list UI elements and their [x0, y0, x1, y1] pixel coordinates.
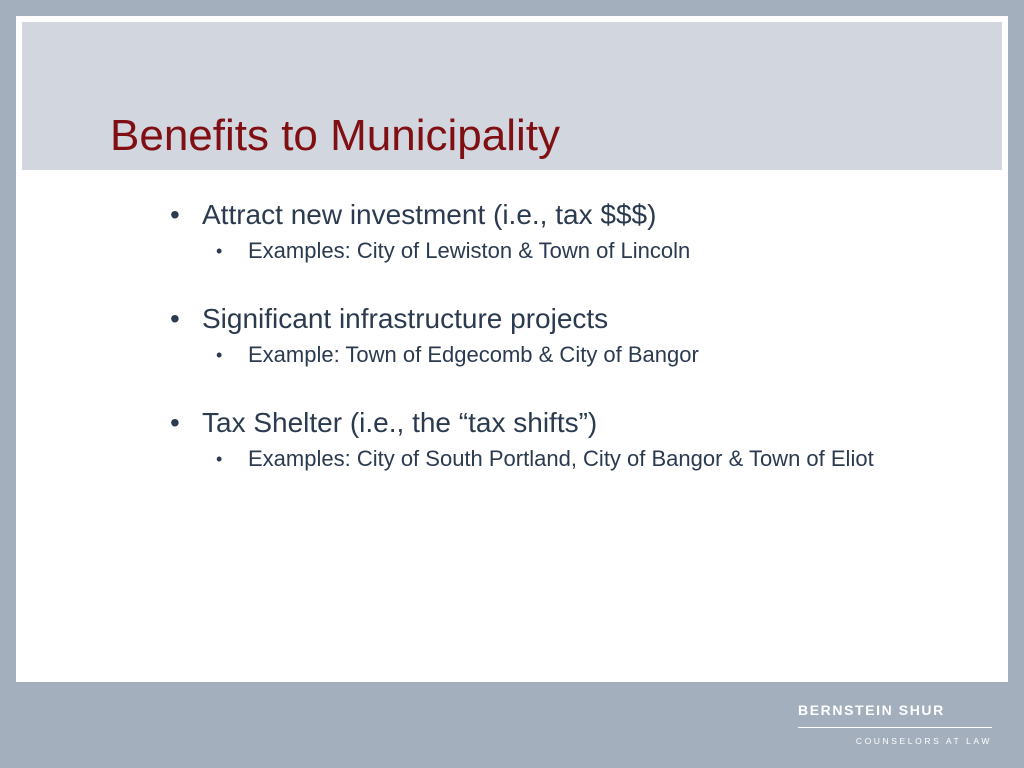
sub-bullet-icon: • [216, 345, 223, 365]
slide [16, 16, 1008, 682]
bullet-group [166, 198, 926, 268]
bullet-item [166, 198, 926, 232]
logo-tagline: COUNSELORS AT LAW [855, 736, 992, 746]
slide-title: Benefits to Municipality [110, 111, 560, 160]
bullet-list [166, 198, 926, 510]
bullet-text: Attract new investment (i.e., tax $$$) [202, 199, 657, 230]
bullet-icon: • [170, 407, 180, 438]
bullet-item [166, 302, 926, 336]
bullet-icon: • [170, 303, 180, 334]
logo-name: BERNSTEIN SHUR [798, 702, 945, 718]
bullet-item [166, 406, 926, 440]
sub-bullet-item [214, 442, 926, 476]
sub-bullet-item [214, 234, 926, 268]
sub-bullet-icon: • [216, 449, 223, 469]
sub-bullet-text: Examples: City of Lewiston & Town of Lincoln [248, 238, 691, 263]
bullet-group [166, 302, 926, 372]
sub-bullet-icon: • [216, 241, 223, 261]
sub-bullet-item [214, 338, 926, 372]
sub-bullet-text: Examples: City of South Portland, City of Bangor & Town of Eliot [248, 446, 874, 471]
firm-logo [798, 702, 992, 746]
title-band [22, 22, 1002, 170]
logo-divider [798, 727, 992, 728]
bullet-icon: • [170, 199, 180, 230]
sub-bullet-text: Example: Town of Edgecomb & City of Bangor [248, 342, 699, 367]
bullet-group [166, 406, 926, 476]
bullet-text: Tax Shelter (i.e., the “tax shifts”) [202, 407, 598, 438]
bullet-text: Significant infrastructure projects [202, 303, 609, 334]
